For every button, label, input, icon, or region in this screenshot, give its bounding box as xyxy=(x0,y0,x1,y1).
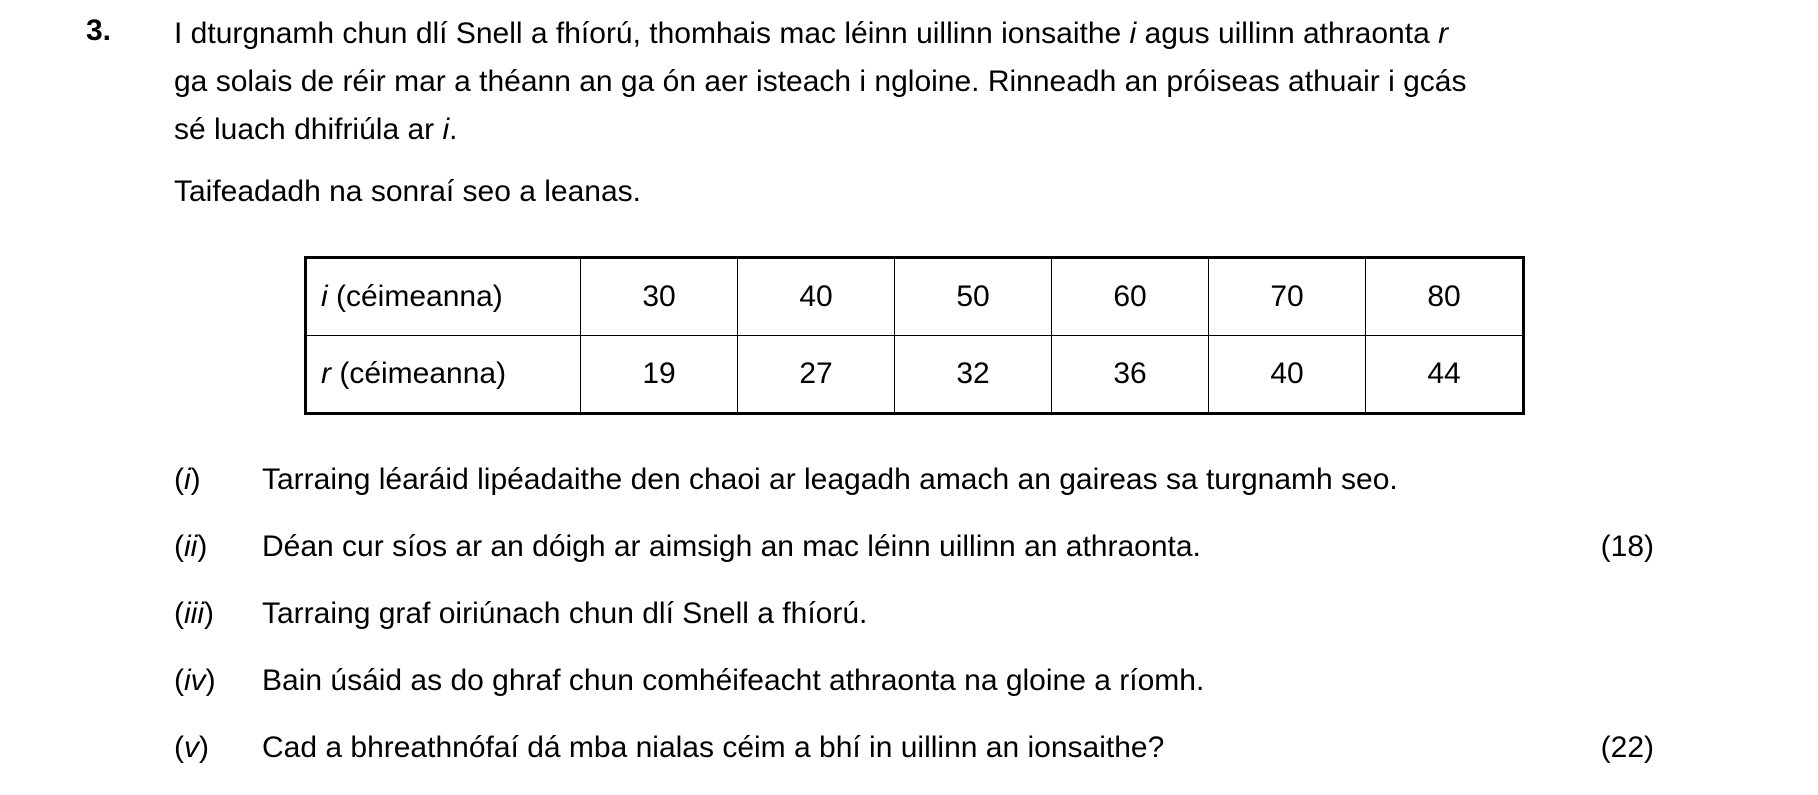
variable-i: i xyxy=(442,113,450,146)
table-cell: 44 xyxy=(1366,336,1524,414)
part-text: Bain úsáid as do ghraf chun comhéifeacht athraonta na gloine a ríomh. xyxy=(262,664,1205,697)
part-marks: (22) xyxy=(1600,731,1654,764)
question-parts xyxy=(174,460,1654,795)
variable-r: r xyxy=(1438,17,1449,50)
table-cell: 32 xyxy=(895,336,1052,414)
stem-text: . xyxy=(449,113,458,146)
part-marks: (18) xyxy=(1600,530,1654,563)
table-row xyxy=(306,258,1524,336)
variable-i: i xyxy=(1129,17,1137,50)
part-label: (iii) xyxy=(174,597,214,630)
table-cell: 19 xyxy=(581,336,738,414)
part-text: Tarraing léaráid lipéadaithe den chaoi ar leagadh amach an gaireas sa turgnamh seo. xyxy=(262,463,1398,496)
stem-text: sé luach dhifriúla ar xyxy=(174,113,443,146)
data-table xyxy=(304,256,1525,415)
part-label: (ii) xyxy=(174,530,208,563)
table-cell: 70 xyxy=(1209,258,1366,336)
question-stem xyxy=(174,10,1714,154)
row-header-unit: (céimeanna) xyxy=(331,357,507,390)
table-cell: 27 xyxy=(738,336,895,414)
question-part xyxy=(174,527,1654,594)
question-part xyxy=(174,728,1654,795)
part-label: (i) xyxy=(174,463,201,496)
stem-text: agus uillinn athraonta xyxy=(1136,17,1439,50)
part-text: Cad a bhreathnófaí dá mba nialas céim a bhí in uillinn an ionsaithe? xyxy=(262,731,1165,764)
question-part xyxy=(174,460,1654,527)
table-row xyxy=(306,336,1524,414)
table-cell: 40 xyxy=(738,258,895,336)
table-cell: 40 xyxy=(1209,336,1366,414)
table-cell: 60 xyxy=(1052,258,1209,336)
part-label: (iv) xyxy=(174,664,216,697)
stem-line-3 xyxy=(174,106,1714,154)
part-text: Tarraing graf oiriúnach chun dlí Snell a fhíorú. xyxy=(262,597,868,630)
stem-text: I dturgnamh chun dlí Snell a fhíorú, thomhais mac léinn uillinn ionsaithe xyxy=(174,17,1130,50)
part-label: (v) xyxy=(174,731,209,764)
question-part xyxy=(174,661,1654,728)
stem-line-2: ga solais de réir mar a théann an ga ón aer isteach i ngloine. Rinneadh an próiseas athuair i gcás xyxy=(174,65,1467,98)
variable-r: r xyxy=(321,357,331,390)
variable-i: i xyxy=(321,280,328,313)
row-header-unit: (céimeanna) xyxy=(327,280,503,313)
table-cell: 30 xyxy=(581,258,738,336)
part-text: Déan cur síos ar an dóigh ar aimsigh an mac léinn uillinn an athraonta. xyxy=(262,530,1201,563)
stem-line-1 xyxy=(174,10,1714,58)
question-part xyxy=(174,594,1654,661)
data-intro: Taifeadadh na sonraí seo a leanas. xyxy=(174,175,642,208)
table-cell: 50 xyxy=(895,258,1052,336)
table-cell: 36 xyxy=(1052,336,1209,414)
table-cell: 80 xyxy=(1366,258,1524,336)
row-header xyxy=(306,336,581,414)
row-header xyxy=(306,258,581,336)
question-number: 3. xyxy=(86,14,112,47)
